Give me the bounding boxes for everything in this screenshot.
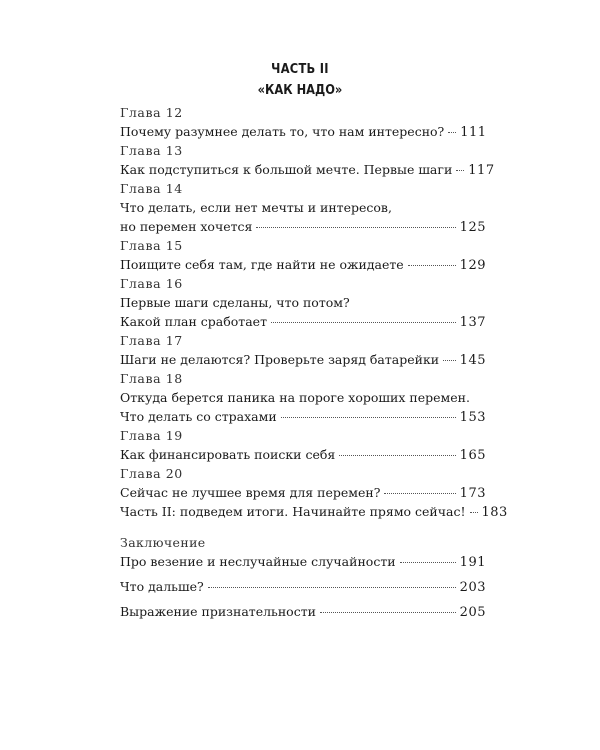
entry-title: Как финансировать поиски себя — [120, 447, 336, 462]
entry-title-line: Откуда берется паника на пороге хороших перемен. — [120, 390, 470, 405]
chapter-label: Глава 18 — [120, 371, 183, 386]
toc-entry[interactable] — [120, 407, 486, 426]
entry-title: Какой план сработает — [120, 314, 267, 329]
entry-title: Часть II: подведем итоги. Начинайте прямо сейчас! — [120, 504, 466, 519]
dot-leader — [443, 360, 456, 361]
entry-page-number: 165 — [459, 448, 486, 463]
entry-title: Что дальше? — [120, 579, 204, 594]
entry-title-line: Что делать, если нет мечты и интересов, — [120, 200, 392, 215]
chapter-label: Глава 14 — [120, 181, 183, 196]
entry-page-number: 145 — [459, 353, 486, 368]
entry-page-number: 137 — [459, 315, 486, 330]
entry-title-line: Первые шаги сделаны, что потом? — [120, 295, 350, 310]
part-title: ЧАСТЬ II — [271, 62, 329, 77]
entry-page-number: 153 — [459, 410, 486, 425]
chapter-label: Глава 16 — [120, 276, 183, 291]
toc-entry[interactable] — [120, 122, 486, 141]
toc-entry[interactable] — [120, 577, 486, 596]
dot-leader — [320, 612, 456, 613]
part-subtitle: «КАК НАДО» — [257, 83, 343, 98]
dot-leader — [208, 587, 456, 588]
part-header — [0, 60, 600, 102]
entry-title: Почему разумнее делать то, что нам интересно? — [120, 124, 445, 139]
toc-entry[interactable] — [120, 312, 486, 331]
chapter-label: Глава 19 — [120, 428, 183, 443]
entry-title: Выражение признательности — [120, 604, 316, 619]
conclusion-label: Заключение — [120, 535, 206, 550]
entry-page-number: 117 — [468, 163, 495, 178]
dot-leader — [456, 170, 464, 171]
toc-entry[interactable] — [120, 445, 486, 464]
entry-title: Поищите себя там, где найти не ожидаете — [120, 257, 404, 272]
toc-entry[interactable] — [120, 350, 486, 369]
entry-page-number: 203 — [459, 580, 486, 595]
chapter-label: Глава 20 — [120, 466, 183, 481]
dot-leader — [384, 493, 455, 494]
dot-leader — [256, 227, 455, 228]
entry-title: но перемен хочется — [120, 219, 253, 234]
dot-leader — [448, 132, 456, 133]
dot-leader — [281, 417, 456, 418]
toc-entry[interactable] — [120, 602, 486, 621]
table-of-contents — [120, 103, 508, 621]
toc-entry[interactable] — [120, 483, 486, 502]
entry-page-number: 173 — [459, 486, 486, 501]
entry-title: Шаги не делаются? Проверьте заряд батарейки — [120, 352, 440, 367]
entry-title: Что делать со страхами — [120, 409, 277, 424]
toc-entry[interactable] — [120, 552, 486, 571]
toc-entry[interactable] — [120, 217, 486, 236]
entry-page-number: 205 — [459, 605, 486, 620]
dot-leader — [271, 322, 456, 323]
entry-title: Сейчас не лучшее время для перемен? — [120, 485, 381, 500]
entry-title: Про везение и неслучайные случайности — [120, 554, 396, 569]
entry-page-number: 129 — [459, 258, 486, 273]
dot-leader — [339, 455, 455, 456]
chapter-label: Глава 15 — [120, 238, 183, 253]
chapter-label: Глава 13 — [120, 143, 183, 158]
entry-page-number: 125 — [459, 220, 486, 235]
toc-entry[interactable] — [120, 255, 486, 274]
chapter-label: Глава 17 — [120, 333, 183, 348]
entry-title: Как подступиться к большой мечте. Первые шаги — [120, 162, 453, 177]
dot-leader — [470, 512, 478, 513]
toc-entry-summary[interactable] — [120, 502, 508, 521]
entry-page-number: 183 — [481, 505, 508, 520]
dot-leader — [408, 265, 456, 266]
entry-page-number: 111 — [460, 125, 487, 140]
dot-leader — [400, 562, 456, 563]
toc-entry[interactable] — [120, 160, 495, 179]
chapter-label: Глава 12 — [120, 105, 183, 120]
entry-page-number: 191 — [459, 555, 486, 570]
